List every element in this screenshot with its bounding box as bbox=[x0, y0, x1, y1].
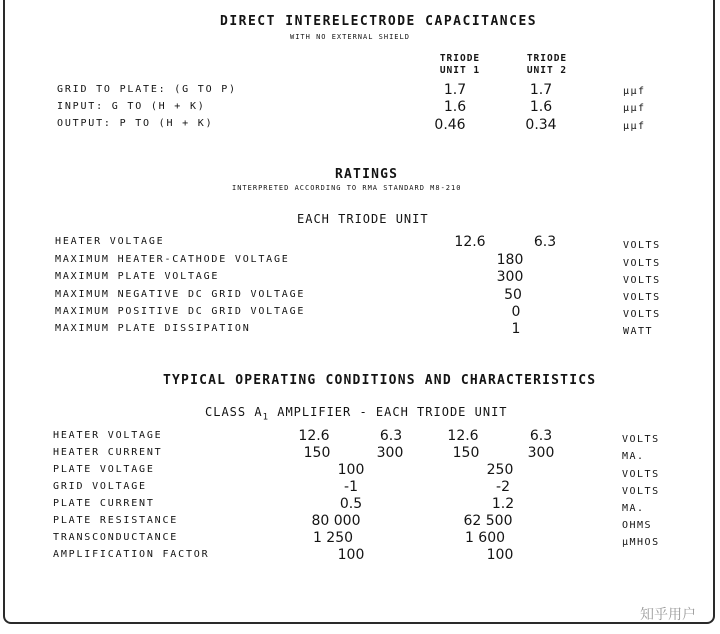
capacitances-title: DIRECT INTERELECTRODE CAPACITANCES bbox=[220, 14, 538, 29]
unit-label: μμf bbox=[623, 121, 646, 132]
column-header-unit-2-line2: UNIT 2 bbox=[526, 65, 568, 76]
unit-label: VOLTS bbox=[623, 275, 661, 286]
value-left: 0.5 bbox=[339, 496, 363, 512]
row-label: INPUT: G TO (H + K) bbox=[57, 101, 206, 112]
value-left: 100 bbox=[337, 547, 365, 563]
value-left: 1 250 bbox=[312, 530, 354, 546]
row-label: HEATER VOLTAGE bbox=[53, 430, 163, 441]
value: 50 bbox=[504, 287, 522, 303]
value-left: -1 bbox=[344, 479, 358, 495]
unit-label: VOLTS bbox=[622, 486, 660, 497]
row-label: MAXIMUM NEGATIVE DC GRID VOLTAGE bbox=[55, 289, 306, 300]
typical-title: TYPICAL OPERATING CONDITIONS AND CHARACTERISTICS bbox=[163, 373, 597, 388]
watermark: 知乎用户 bbox=[640, 607, 696, 623]
unit-label: μμf bbox=[623, 103, 646, 114]
row-label: MAXIMUM HEATER-CATHODE VOLTAGE bbox=[55, 254, 290, 265]
value-unit-1: 1.7 bbox=[443, 82, 467, 98]
value-a: 150 bbox=[303, 445, 331, 461]
row-label: TRANSCONDUCTANCE bbox=[53, 532, 179, 543]
row-label: AMPLIFICATION FACTOR bbox=[53, 549, 210, 560]
value-b: 6.3 bbox=[379, 428, 403, 444]
unit-label: VOLTS bbox=[623, 292, 661, 303]
value-right: 62 500 bbox=[463, 513, 513, 529]
column-header-unit-1-line2: UNIT 1 bbox=[439, 65, 481, 76]
unit-label: OHMS bbox=[622, 520, 653, 531]
row-label: PLATE CURRENT bbox=[53, 498, 155, 509]
unit-label: μMHOS bbox=[622, 537, 660, 548]
unit-label: VOLTS bbox=[623, 258, 661, 269]
row-label: MAXIMUM PLATE DISSIPATION bbox=[55, 323, 251, 334]
value-c: 150 bbox=[452, 445, 480, 461]
unit-label: MA. bbox=[622, 451, 645, 462]
unit-label: μμf bbox=[623, 86, 646, 97]
column-header-unit-2-line1: TRIODE bbox=[526, 53, 568, 64]
value-unit-2: 0.34 bbox=[525, 117, 557, 133]
unit-label: VOLTS bbox=[623, 309, 661, 320]
row-label: MAXIMUM POSITIVE DC GRID VOLTAGE bbox=[55, 306, 306, 317]
value-b: 300 bbox=[376, 445, 404, 461]
value-unit-1: 12.6 bbox=[454, 234, 486, 250]
row-label: HEATER CURRENT bbox=[53, 447, 163, 458]
row-label: PLATE RESISTANCE bbox=[53, 515, 179, 526]
row-label: HEATER VOLTAGE bbox=[55, 236, 165, 247]
value-unit-2: 1.6 bbox=[529, 99, 553, 115]
unit-label: WATT bbox=[623, 326, 654, 337]
value-unit-2: 6.3 bbox=[533, 234, 557, 250]
value-d: 6.3 bbox=[529, 428, 553, 444]
unit-label: VOLTS bbox=[622, 469, 660, 480]
column-header-unit-2 bbox=[517, 53, 577, 77]
value-unit-1: 1.6 bbox=[443, 99, 467, 115]
capacitances-subtitle: WITH NO EXTERNAL SHIELD bbox=[290, 33, 410, 41]
class-suffix: AMPLIFIER - EACH TRIODE UNIT bbox=[277, 405, 508, 419]
class-prefix: CLASS A bbox=[205, 405, 263, 419]
value-right: 1 600 bbox=[464, 530, 506, 546]
value-unit-2: 1.7 bbox=[529, 82, 553, 98]
row-label: OUTPUT: P TO (H + K) bbox=[57, 118, 214, 129]
value-left: 80 000 bbox=[311, 513, 361, 529]
column-header-unit-1-line1: TRIODE bbox=[439, 53, 481, 64]
class-subscript: 1 bbox=[262, 412, 269, 423]
value-left: 100 bbox=[337, 462, 365, 478]
ratings-title: RATINGS bbox=[335, 167, 399, 182]
row-label: GRID TO PLATE: (G TO P) bbox=[57, 84, 237, 95]
value: 300 bbox=[496, 269, 524, 285]
column-header-unit-1 bbox=[430, 53, 490, 77]
value: 180 bbox=[496, 252, 524, 268]
value-d: 300 bbox=[527, 445, 555, 461]
row-label: PLATE VOLTAGE bbox=[53, 464, 155, 475]
class-a1-heading bbox=[205, 405, 508, 422]
value-right: 100 bbox=[486, 547, 514, 563]
value-c: 12.6 bbox=[447, 428, 479, 444]
value: 0 bbox=[511, 304, 521, 320]
unit-label: MA. bbox=[622, 503, 645, 514]
value-a: 12.6 bbox=[298, 428, 330, 444]
unit-label: VOLTS bbox=[622, 434, 660, 445]
row-label: MAXIMUM PLATE VOLTAGE bbox=[55, 271, 220, 282]
unit-label: VOLTS bbox=[623, 240, 661, 251]
value-unit-1: 0.46 bbox=[434, 117, 466, 133]
value-right: -2 bbox=[496, 479, 510, 495]
value: 1 bbox=[511, 321, 521, 337]
value-right: 250 bbox=[486, 462, 514, 478]
ratings-section-heading: EACH TRIODE UNIT bbox=[297, 212, 429, 226]
row-label: GRID VOLTAGE bbox=[53, 481, 147, 492]
ratings-subtitle: INTERPRETED ACCORDING TO RMA STANDARD M8-210 bbox=[232, 184, 462, 192]
value-right: 1.2 bbox=[491, 496, 515, 512]
